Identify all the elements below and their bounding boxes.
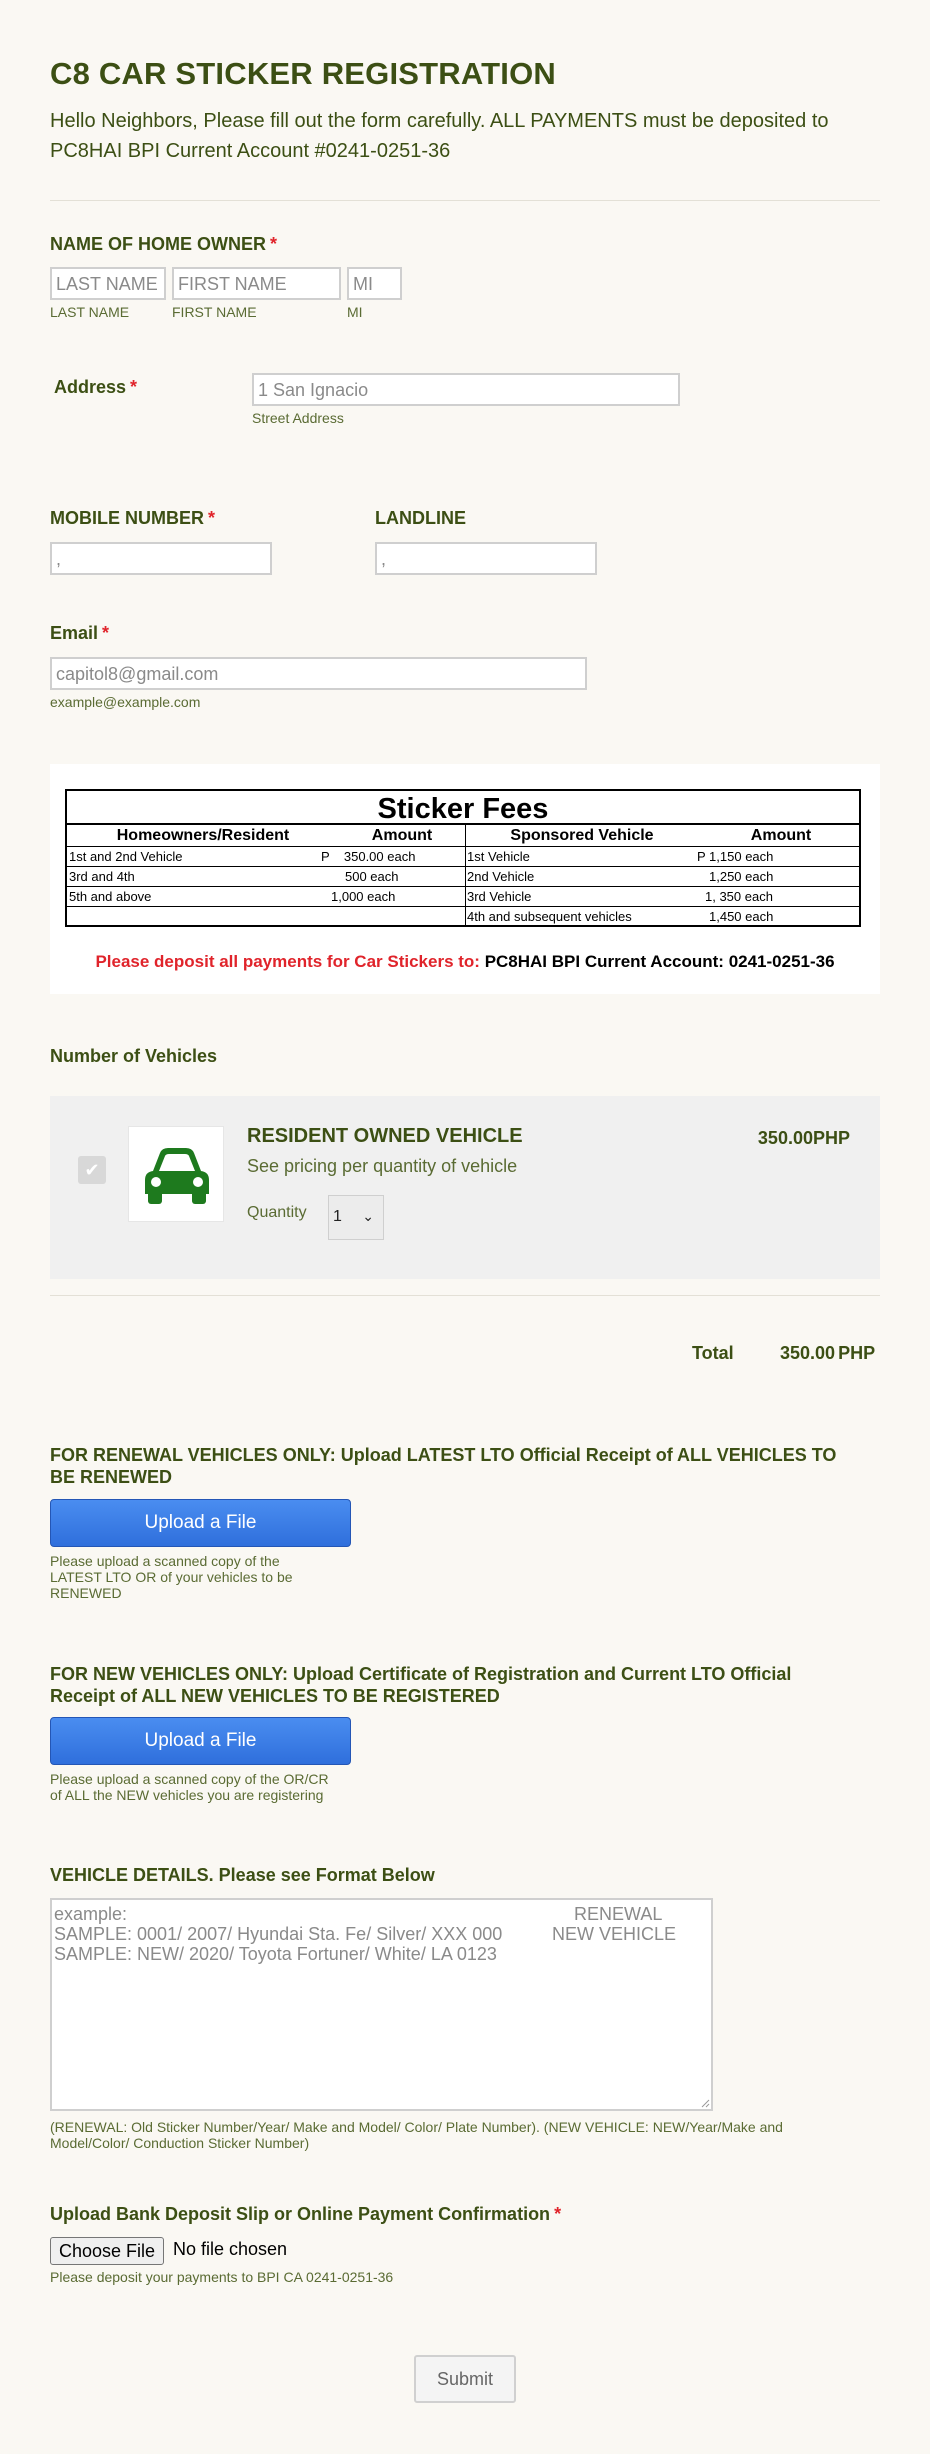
fees-cell: 1st Vehicle [467,849,530,864]
details-help-line: (RENEWAL: Old Sticker Number/Year/ Make and Model/ Color/ Plate Number). (NEW VEHICLE: NEW/Year/Make and [50,2119,783,2135]
fees-cell: 1,450 each [709,909,774,924]
fees-cell: 3rd Vehicle [467,889,532,904]
owner-name-label [50,234,277,255]
deposit-note-red: Please deposit all payments for Car Stickers to: [95,952,485,971]
landline-input[interactable]: , [375,542,597,575]
submit-button[interactable]: Submit [414,2355,516,2403]
fees-cell: 1, 350 each [705,889,773,904]
details-placeholder-line: SAMPLE: 0001/ 2007/ Hyundai Sta. Fe/ Silver/ XXX 000 [54,1924,503,1944]
middle-initial-input[interactable]: MI [347,267,402,300]
product-image [128,1126,224,1222]
details-placeholder-line: RENEWAL [574,1904,663,1924]
fees-header-row [67,825,859,847]
subtitle-line-1: Hello Neighbors, Please fill out the form carefully. ALL PAYMENTS must be deposited to [50,110,829,132]
fees-cell: P 1,150 each [697,849,774,864]
total-amount-value: 350.00 [780,1343,836,1363]
fees-row [67,847,859,867]
fees-cell: 5th and above [69,889,152,904]
fees-cell: 4th and subsequent vehicles [467,909,632,924]
details-placeholder-line: NEW VEHICLE [552,1924,677,1944]
check-icon: ✔ [84,1160,100,1180]
deposit-upload-label [50,2204,561,2225]
chevron-down-icon: ⌄ [362,1208,374,1224]
deposit-note-account: PC8HAI BPI Current Account: 0241-0251-36 [484,952,835,971]
file-status: No file chosen [173,2239,288,2259]
renewal-upload-label [50,1444,890,1488]
fees-cell [329,907,331,927]
quantity-label: Quantity [247,1204,307,1221]
renewal-help-line: LATEST LTO OR of your vehicles to be [50,1569,293,1585]
product-title: RESIDENT OWNED VEHICLE [247,1125,523,1147]
details-placeholder-line: example: [54,1904,128,1924]
email-label-text: Email [50,623,99,643]
new-vehicles-label-line-2: Receipt of ALL NEW VEHICLES TO BE REGISTERED [50,1686,500,1706]
new-vehicles-upload-button[interactable]: Upload a File [50,1717,351,1765]
total-label: Total [692,1343,734,1363]
product-card [50,1096,880,1279]
sticker-fees-image [50,764,880,994]
mobile-input[interactable]: , [50,542,272,575]
mobile-label [50,508,215,529]
address-label [54,377,137,398]
total-currency: PHP [838,1343,876,1363]
owner-name-label-text: NAME OF HOME OWNER [50,234,266,254]
fees-cell: 1,000 each [331,889,396,904]
quantity-value: 1 [333,1208,342,1225]
renewal-help-line: Please upload a scanned copy of the [50,1553,280,1569]
fees-header-amount: Amount [750,827,812,844]
fees-cell: 1st and 2nd Vehicle [69,849,183,864]
required-marker: * [130,377,138,397]
deposit-help: Please deposit your payments to BPI CA 0241-0251-36 [50,2269,394,2285]
total-divider [50,1295,880,1296]
renewal-upload-button[interactable]: Upload a File [50,1499,351,1547]
quantity-select[interactable] [328,1195,384,1240]
form-title: C8 CAR STICKER REGISTRATION [50,56,557,91]
email-sublabel: example@example.com [50,694,201,710]
vehicles-label: Number of Vehicles [50,1046,218,1066]
fees-cell: P 350.00 each [321,849,416,864]
required-marker: * [554,2204,562,2224]
product-checkbox[interactable] [78,1156,106,1184]
middle-initial-sublabel: MI [347,304,363,320]
fees-header-sponsored: Sponsored Vehicle [510,827,654,844]
new-vehicles-label-line-1: FOR NEW VEHICLES ONLY: Upload Certificate of Registration and Current LTO Official [50,1664,792,1684]
new-vehicles-upload-label [50,1663,890,1707]
fees-header-amount: Amount [371,827,433,844]
fees-cell: 1,250 each [709,869,774,884]
new-vehicles-help-line: of ALL the NEW vehicles you are registering [50,1787,324,1803]
landline-label: LANDLINE [375,508,466,528]
car-icon [129,1127,225,1223]
fees-column-divider [465,825,466,925]
form-subtitle [50,106,870,166]
header-divider [50,200,880,201]
email-input[interactable]: capitol8@gmail.com [50,657,587,690]
deposit-note [50,952,880,972]
choose-file-button[interactable]: Choose File [50,2237,164,2265]
fees-header-homeowners: Homeowners/Resident [116,827,290,844]
mobile-label-text: MOBILE NUMBER [50,508,204,528]
fees-cell [67,907,69,927]
street-address-input[interactable]: 1 San Ignacio [252,373,680,406]
fees-row [67,907,859,927]
new-vehicles-upload-help [50,1771,329,1803]
fees-row [67,887,859,907]
vehicle-details-help [50,2119,783,2151]
first-name-input[interactable]: FIRST NAME [172,267,341,300]
sticker-fees-title: Sticker Fees [67,791,859,825]
renewal-help-line: RENEWED [50,1585,122,1601]
renewal-upload-label-line-2: BE RENEWED [50,1467,173,1487]
deposit-upload-label-text: Upload Bank Deposit Slip or Online Payment Confirmation [50,2204,551,2224]
vehicle-details-textarea[interactable] [50,1898,713,2111]
required-marker: * [208,508,216,528]
sticker-fees-table [65,789,861,927]
first-name-sublabel: FIRST NAME [172,304,257,320]
total-amount [780,1343,875,1364]
address-label-text: Address [54,377,127,397]
renewal-upload-help [50,1553,293,1601]
last-name-input[interactable]: LAST NAME [50,267,166,300]
renewal-upload-label-line-1: FOR RENEWAL VEHICLES ONLY: Upload LATEST LTO Official Receipt of ALL VEHICLES TO [50,1445,837,1465]
fees-row [67,867,859,887]
street-address-sublabel: Street Address [252,410,344,426]
last-name-sublabel: LAST NAME [50,304,130,320]
required-marker: * [270,234,278,254]
resize-handle-icon[interactable] [700,2098,710,2108]
details-placeholder-line: SAMPLE: NEW/ 2020/ Toyota Fortuner/ White/ LA 0123 [54,1944,497,1964]
fees-cell: 500 each [345,869,399,884]
product-description: See pricing per quantity of vehicle [247,1156,518,1176]
required-marker: * [102,623,110,643]
product-price: 350.00PHP [757,1128,850,1148]
vehicle-details-label: VEHICLE DETAILS. Please see Format Below [50,1865,435,1885]
new-vehicles-help-line: Please upload a scanned copy of the OR/CR [50,1771,329,1787]
fees-cell: 3rd and 4th [69,869,135,884]
details-help-line: Model/Color/ Conduction Sticker Number) [50,2135,310,2151]
subtitle-line-2: PC8HAI BPI Current Account #0241-0251-36 [50,140,451,162]
email-label [50,623,109,644]
fees-cell: 2nd Vehicle [467,869,535,884]
